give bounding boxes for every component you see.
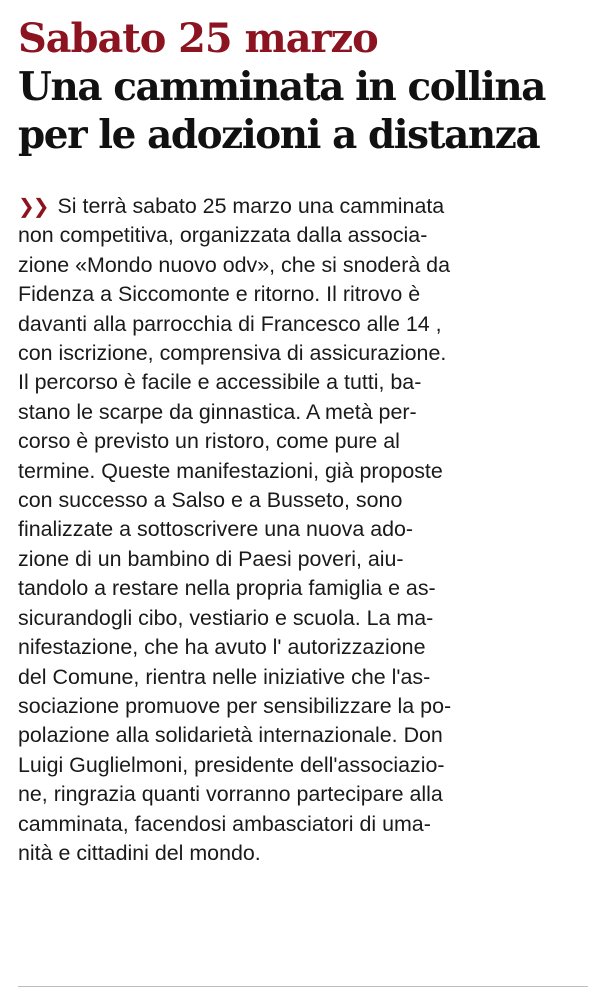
body-line: Il percorso è facile e accessibile a tutti, ba- — [18, 370, 422, 395]
paragraph-marker-icon: ❯❯ — [18, 194, 48, 218]
body-line-text: Si terrà sabato 25 marzo una camminata — [57, 194, 445, 218]
body-line: corso è previsto un ristoro, come pure al — [18, 429, 400, 454]
body-line: Fidenza a Siccomonte e ritorno. Il ritrovo è — [18, 282, 421, 307]
body-line: camminata, facendosi ambasciatori di uma- — [18, 811, 431, 836]
body-line: ne, ringrazia quanti vorranno partecipare alla — [18, 782, 443, 807]
body-line: nità e cittadini del mondo. — [18, 840, 261, 865]
body-line: polazione alla solidarietà internazionale. Don — [18, 723, 443, 748]
article-body — [18, 192, 588, 868]
article-kicker: Sabato 25 marzo — [18, 16, 378, 62]
headline-line: per le adozioni a distanza — [18, 113, 540, 158]
body-line: del Comune, rientra nelle iniziative che l'as- — [18, 664, 431, 689]
body-line: con successo a Salso e a Busseto, sono — [18, 488, 403, 513]
body-line: zione di un bambino di Paesi poveri, aiu- — [18, 546, 404, 571]
body-line: zione «Mondo nuovo odv», che si snoderà da — [18, 252, 450, 277]
body-line: con iscrizione, comprensiva di assicurazione. — [18, 341, 447, 366]
body-line: tandolo a restare nella propria famiglia e as- — [18, 576, 436, 601]
headline-line: Una camminata in collina — [18, 65, 546, 110]
body-line — [18, 192, 588, 221]
article-headline — [18, 64, 588, 160]
body-line: sociazione promuove per sensibilizzare la po- — [18, 693, 452, 718]
body-line: sicurandogli cibo, vestiario e scuola. La ma- — [18, 605, 434, 630]
bottom-divider — [18, 986, 588, 987]
body-line: non competitiva, organizzata dalla associa- — [18, 223, 428, 248]
body-line: finalizzate a sottoscrivere una nuova ado- — [18, 517, 414, 542]
body-line: termine. Queste manifestazioni, già proposte — [18, 458, 443, 483]
article — [18, 14, 588, 868]
body-line: Luigi Guglielmoni, presidente dell'associazio- — [18, 752, 445, 777]
body-line: stano le scarpe da ginnastica. A metà per- — [18, 399, 417, 424]
body-line: davanti alla parrocchia di Francesco alle 14 , — [18, 311, 442, 336]
body-line: nifestazione, che ha avuto l' autorizzazione — [18, 635, 426, 660]
